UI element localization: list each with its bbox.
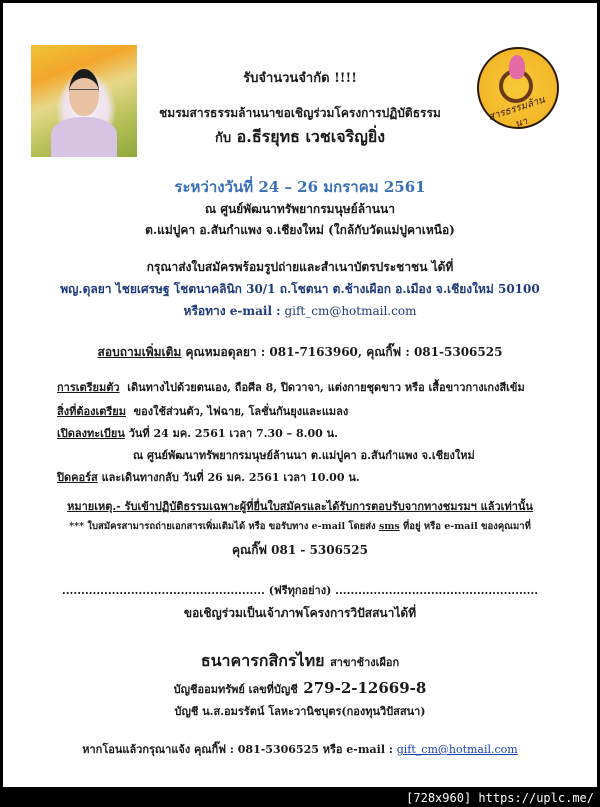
register-venue: ณ ศูนย์พัฒนาทรัพยากรมนุษย์ล้านนา ต.แม่ปูคา อ.สันกำแพง จ.เชียงใหม่ (133, 449, 475, 462)
account-number: 279-2-12669-8 (303, 679, 427, 697)
account-line (3, 678, 597, 698)
prep-line (57, 378, 525, 396)
bank-line (3, 649, 597, 674)
notify-line (3, 740, 597, 758)
invitation-line: ชมรมสารธรรมล้านนาขอเชิญร่วมโครงการปฏิบัติธรรม (159, 106, 441, 120)
donation-invite: ขอเชิญร่วมเป็นเจ้าภาพโครงการวิปัสสนาได้ที่ (183, 606, 417, 620)
inquiry-text: คุณหมอดุลยา : 081-7163960, คุณกิ๊ฟ : 081-5306525 (185, 345, 503, 359)
register-text: วันที่ 24 มค. 2561 เวลา 7.30 – 8.00 น. (128, 427, 338, 440)
bank-branch: สาขาช้างเผือก (330, 656, 400, 669)
free-divider: ..................................................... (ฟรีทุกอย่าง) ..................................................... (61, 584, 539, 597)
notify-text: หากโอนแล้วกรุณาแจ้ง คุณกิ๊ฟ : 081-5306525 หรือ e-mail : (82, 743, 393, 756)
photo-glasses (69, 89, 99, 96)
items-text: ของใช้ส่วนตัว, ไฟฉาย, โลชั่นกันยุงและแมลง (133, 405, 349, 418)
application-email-line (3, 302, 597, 321)
event-date-range: ระหว่างวันที่ 24 – 26 มกราคม 2561 (174, 178, 426, 196)
extra-note (3, 519, 597, 534)
items-label: สิ่งที่ต้องเตรียม (57, 405, 126, 418)
bank-name: ธนาคารกสิกรไทย (200, 651, 325, 670)
application-email[interactable]: gift_cm@hotmail.com (284, 304, 417, 318)
watermark: [728x960] https://uplc.me/ (406, 791, 594, 805)
event-location: ต.แม่ปูคา อ.สันกำแพง จ.เชียงใหม่ (ใกล้กับวัดแม่ปูคาเหนือ) (145, 223, 455, 237)
prep-text: เดินทางไปด้วยตนเอง, ถือศีล 8, ปิดวาจา, แต่งกายชุดขาว หรือ เสื้อขาวกางเกงสีเข้ม (127, 381, 525, 394)
extra-prefix: *** ใบสมัครสามารถถ่ายเอกสารเพิ่มเติมได้ หรือ ขอรับทาง e-mail โดยส่ง (69, 521, 376, 532)
extra-contact: คุณกิ๊ฟ 081 - 5306525 (232, 543, 368, 557)
account-type: บัญชีออมทรัพย์ เลขที่บัญชี (173, 683, 298, 696)
register-line (57, 424, 338, 442)
inquiry-label: สอบถามเพิ่มเติม (97, 345, 182, 359)
application-address: พญ.ดุลยา ไชยเศรษฐ โชตนาคลินิก 30/1 ถ.โชตนา ต.ช้างเผือก อ.เมือง จ.เชียงใหม่ 50100 (60, 282, 540, 296)
teacher-prefix: กับ (214, 131, 232, 146)
inquiry-line (3, 343, 597, 362)
limited-notice: รับจำนวนจำกัด !!!! (243, 71, 357, 86)
email-prefix: หรือทาง e-mail : (183, 304, 281, 318)
extra-suffix: ที่อยู่ หรือ e-mail ของคุณมาที่ (403, 521, 531, 532)
close-label: ปิดคอร์ส (57, 471, 98, 484)
close-text: และเดินทางกลับ วันที่ 26 มค. 2561 เวลา 10.00 น. (101, 471, 360, 484)
close-line (57, 468, 360, 486)
items-line (57, 402, 348, 420)
teacher-name: อ.ธีรยุทธ เวชเจริญยิ่ง (236, 127, 386, 146)
application-instruction: กรุณาส่งใบสมัครพร้อมรูปถ่ายและสำเนาบัตรประชาชน ได้ที่ (146, 260, 454, 274)
poster-page (3, 3, 597, 787)
event-venue: ณ ศูนย์พัฒนาทรัพยากรมนุษย์ล้านนา (205, 202, 395, 216)
extra-sms: sms (378, 521, 400, 532)
notify-email-link[interactable]: gift_cm@hotmail.com (396, 743, 518, 756)
register-label: เปิดลงทะเบียน (57, 427, 125, 440)
remark-note: หมายเหตุ.- รับเข้าปฏิบัติธรรมเฉพาะผู้ที่ยื่นใบสมัครและได้รับการตอบรับจากทางชมรมฯ แล้วเท่านั้น (67, 500, 533, 513)
account-name: บัญชี น.ส.อมรรัตน์ โลหะวานิชบุตร(กองทุนวิปัสสนา) (174, 705, 426, 718)
logo-text: สารธรรมล้านนา (486, 94, 547, 131)
teacher-line (3, 125, 597, 150)
prep-label: การเตรียมตัว (57, 381, 120, 394)
